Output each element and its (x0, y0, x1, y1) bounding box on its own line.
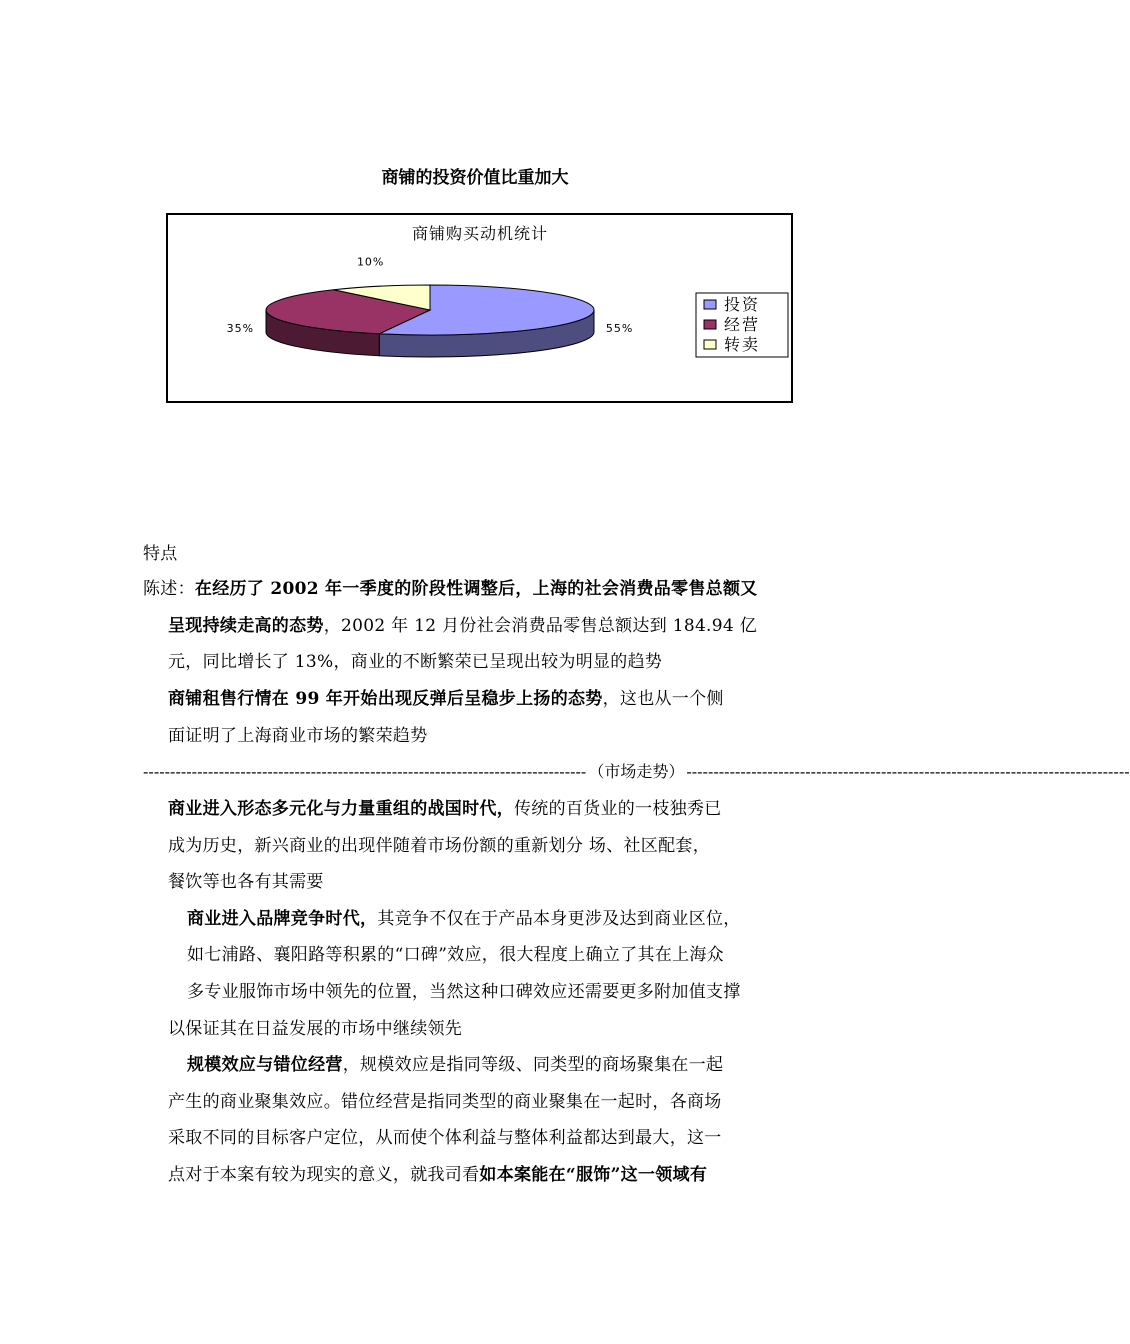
para2-bold1: 商铺租售行情在 99 年开始出现反弹后呈稳步上扬的态势 (168, 689, 603, 709)
para4-line3: 多专业服饰市场中领先的位置，当然这种口碑效应还需要更多附加值支撑 (187, 982, 741, 1002)
para4-bold1: 商业进入品牌竞争时代， (187, 909, 378, 929)
separator-dashes-right: ---------------------------------------------------------------------------------- (686, 762, 1130, 781)
legend-label-1: 经营 (724, 315, 761, 334)
separator-dashes-left: ---------------------------------------------------------------------------------- (143, 762, 587, 781)
legend-label-0: 投资 (724, 295, 761, 314)
data-label-2: 10% (356, 255, 385, 269)
para3-line2: 成为历史，新兴商业的出现伴随着市场份额的重新划分 场、社区配套， (168, 836, 711, 856)
para3-rest1: 传统的百货业的一枝独秀已 (514, 799, 722, 819)
section-heading: 特点 (143, 544, 178, 564)
para3-line1 (168, 798, 722, 820)
section-separator (143, 761, 1130, 783)
para1-bold2: 呈现持续走高的态势 (168, 616, 324, 636)
legend-label-2: 转卖 (724, 335, 761, 354)
para3-line3: 餐饮等也各有其需要 (168, 872, 324, 892)
para1-line1 (143, 578, 758, 600)
para5-line4 (168, 1164, 707, 1186)
para5-line3: 采取不同的目标客户定位，从而使个体利益与整体利益都达到最大，这一 (168, 1128, 722, 1148)
para2-line2: 面证明了上海商业市场的繁荣趋势 (168, 726, 428, 746)
para4-rest1: 其竞争不仅在于产品本身更涉及达到商业区位， (377, 909, 741, 929)
para5-bold4: 如本案能在“服饰”这一领域有 (479, 1165, 708, 1185)
para1-rest2: ，2002 年 12 月份社会消费品零售总额达到 184.94 亿 (323, 616, 757, 636)
pie-chart-canvas (168, 215, 791, 401)
para3-bold1: 商业进入形态多元化与力量重组的战国时代， (168, 799, 514, 819)
legend-swatch-2 (704, 340, 716, 349)
para5-rest1: ，规模效应是指同等级、同类型的商场聚集在一起 (342, 1055, 724, 1075)
para1-lead: 陈述： (143, 579, 195, 599)
legend-swatch-1 (704, 320, 716, 329)
para5-line4-text: 点对于本案有较为现实的意义，就我司看 (168, 1165, 480, 1185)
pie-chart (166, 213, 793, 403)
para4-line4: 以保证其在日益发展的市场中继续领先 (168, 1019, 463, 1039)
para2-line1 (168, 688, 724, 710)
para1-bold1: 在经历了 2002 年一季度的阶段性调整后，上海的社会消费品零售总额又 (194, 579, 758, 599)
data-label-1: 35% (226, 321, 255, 335)
chart-title: 商铺购买动机统计 (411, 224, 549, 243)
para5-line1 (187, 1054, 723, 1076)
para4-line1 (187, 908, 741, 930)
para4-line2: 如七浦路、襄阳路等积累的“口碑”效应，很大程度上确立了其在上海众 (187, 945, 724, 965)
para2-rest1: ，这也从一个侧 (602, 689, 724, 709)
data-label-0: 55% (605, 321, 634, 335)
legend-swatch-0 (704, 300, 716, 309)
separator-label: （市场走势） (588, 762, 685, 781)
document-title: 商铺的投资价值比重加大 (381, 168, 569, 188)
para1-line3: 元，同比增长了 13%，商业的不断繁荣已呈现出较为明显的趋势 (168, 652, 663, 672)
para5-bold1: 规模效应与错位经营 (187, 1055, 343, 1075)
para5-line2: 产生的商业聚集效应。错位经营是指同类型的商业聚集在一起时，各商场 (168, 1092, 722, 1112)
para1-line2 (168, 615, 757, 637)
